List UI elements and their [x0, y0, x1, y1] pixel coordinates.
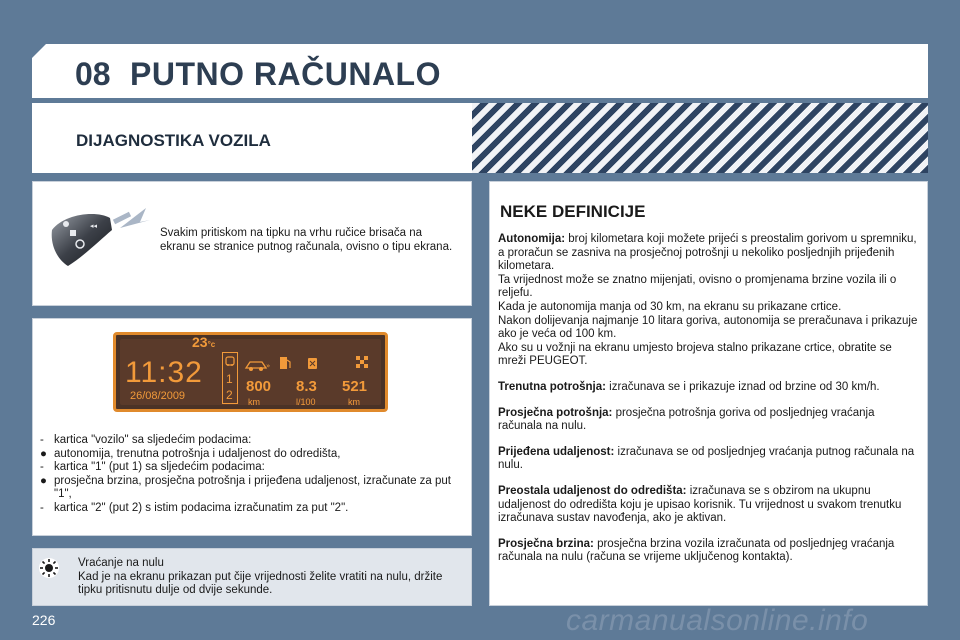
chapter-title: PUTNO RAČUNALO — [130, 56, 441, 92]
clock: 11:32 — [125, 356, 203, 389]
chapter-number: 08 — [75, 56, 111, 92]
svg-text:»: » — [266, 362, 271, 370]
date: 26/08/2009 — [130, 390, 186, 402]
list-item: - kartica "2" (put 2) s istim podacima izračunatim za put "2". — [40, 501, 349, 514]
fuel-can-icon — [306, 354, 320, 372]
checkered-flag-icon — [354, 354, 370, 372]
definition-current-consumption: Trenutna potrošnja: izračunava se i prikazuje iznad od brzine od 30 km/h. — [498, 380, 880, 393]
car-tab-icon — [224, 354, 236, 368]
consumption-unit: l/100 — [296, 397, 316, 407]
list-item: - kartica "vozilo" sa sljedećim podacima: — [40, 434, 252, 446]
tab-list — [40, 434, 460, 515]
watermark: carmanualsonline.info — [566, 604, 869, 637]
range-unit: km — [248, 397, 260, 407]
car-range-icon — [244, 356, 274, 372]
wiper-lever-icon — [44, 200, 154, 272]
tip-title: Vraćanje na nulu — [78, 557, 164, 569]
list-item: ● autonomija, trenutna potrošnja i udaljenost do odredišta, — [40, 447, 341, 460]
temperature-unit: °c — [207, 340, 216, 349]
definition-remaining-distance: Preostala udaljenost do odredišta: izračunava se s obzirom na ukupnu udaljenost do odredišta koju je upisao korisnik. Tu vrijednost u svakom trenutku izračunava sustav navođenja, ako je aktivan. — [498, 484, 902, 525]
page-number: 226 — [32, 612, 56, 628]
distance-unit: km — [348, 397, 360, 407]
lever-description: Svakim pritiskom na tipku na vrhu ručice brisača na ekranu se stranice putnog računala, ovisno o tipu ekrana. — [160, 227, 453, 253]
trip-tab-1: 1 — [226, 372, 233, 386]
trip-tab-2: 2 — [226, 388, 233, 402]
definition-average-speed: Prosječna brzina: prosječna brzina vozila izračunata od posljednjeg vraćanja računala na nulu (računa se vrijeme uključenog kontakta). — [498, 537, 895, 564]
list-item: ● prosječna brzina, prosječna potrošnja i prijeđena udaljenost, izračunate za put "1", — [40, 474, 451, 500]
tip-text — [78, 557, 463, 598]
tip-body: Kad je na ekranu prikazan put čije vrijednosti želite vratiti na nulu, držite tipku pritisnutu dulje od dvije sekunde. — [78, 570, 443, 596]
section-title: DIJAGNOSTIKA VOZILA — [76, 131, 271, 150]
definitions-list — [498, 233, 918, 577]
temperature: 23 — [192, 334, 208, 350]
tip-sun-icon — [38, 557, 60, 579]
hatched-decoration — [472, 103, 928, 173]
definition-autonomy: Autonomija: broj kilometara koji možete prijeći s preostalim gorivom u spremniku, a proračun se zasniva na prosječnoj potrošnji u nekoliko posljednjih prijeđenih kilometara. Ta vrijednost može se znatno mijenjati, ovisno o promjenama brzine vozila ili o reljefu. Kada je autonomija manja od 30 km, na ekranu su prikazane crtice. Nakon dolijevanja najmanje 10 litara goriva, autonomija se preračunava i prikazuje ako je veća od 100 km. Ako su u vožnji na ekranu umjesto brojeva stalno prikazane crtice, obratite se mreži PEUGEOT. — [498, 233, 918, 368]
list-item: - kartica "1" (put 1) sa sljedećim podacima: — [40, 461, 265, 473]
distance-value: 521 — [342, 378, 368, 395]
definition-average-consumption: Prosječna potrošnja: prosječna potrošnja goriva od posljednjeg vraćanja računala na nulu. — [498, 406, 875, 433]
range-value: 800 — [246, 378, 272, 395]
definition-distance-travelled: Prijeđena udaljenost: izračunava se od posljednjeg vraćanja putnog računala na nulu. — [498, 445, 915, 472]
consumption-value: 8.3 — [296, 378, 317, 395]
svg-text:◂◂: ◂◂ — [90, 222, 98, 230]
definitions-title: NEKE DEFINICIJE — [500, 202, 646, 221]
fuel-pump-icon — [278, 354, 292, 372]
